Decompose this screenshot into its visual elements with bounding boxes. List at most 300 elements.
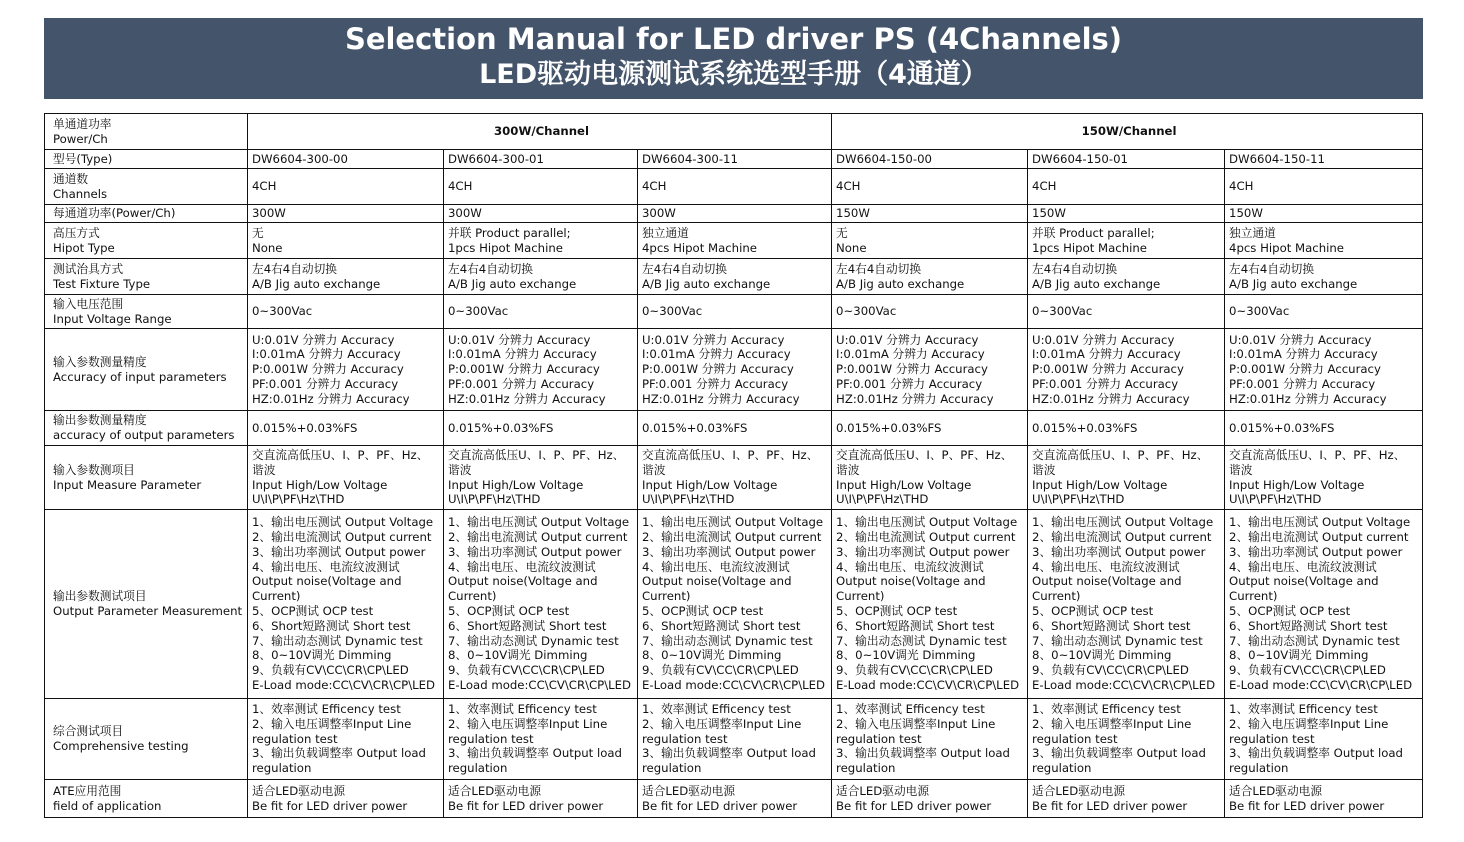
- row-label: [45, 780, 248, 818]
- cell-line: 1pcs Hipot Machine: [1032, 240, 1147, 255]
- cell-line: PF:0.001 分辨力 Accuracy: [252, 376, 399, 391]
- table-cell: [444, 699, 638, 780]
- cell-line: 交直流高低压U、I、P、PF、Hz、: [1032, 447, 1209, 462]
- cell-line: Comprehensive testing: [53, 739, 189, 753]
- cell-line: 2、输出电流测试 Output current: [836, 530, 1016, 545]
- cell-line: 0~300Vac: [836, 304, 897, 319]
- table-cell: [638, 205, 832, 223]
- cell-line: 9、负载有CV\CC\CR\CP\LED: [1032, 663, 1189, 678]
- cell-line: I:0.01mA 分辨力 Accuracy: [448, 347, 597, 362]
- cell-line: 150W: [836, 206, 870, 221]
- cell-line: U:0.01V 分辨力 Accuracy: [836, 332, 979, 347]
- cell-line: 8、0~10V调光 Dimming: [642, 648, 782, 663]
- table-row: [45, 446, 1423, 510]
- cell-line: Current): [1229, 589, 1278, 604]
- cell-line: I:0.01mA 分辨力 Accuracy: [252, 347, 401, 362]
- table-cell: [248, 329, 444, 411]
- cell-line: Output noise(Voltage and: [1229, 574, 1379, 589]
- cell-line: Output noise(Voltage and: [642, 574, 792, 589]
- cell-line: 左4右4自动切换: [642, 261, 727, 276]
- table-cell: [1225, 223, 1423, 259]
- cell-line: 8、0~10V调光 Dimming: [1032, 648, 1172, 663]
- cell-line: 3、输出功率测试 Output power: [1032, 544, 1206, 559]
- cell-line: 0~300Vac: [1229, 304, 1290, 319]
- table-cell: [248, 510, 444, 699]
- cell-line: 3、输出负载调整率 Output load: [252, 746, 426, 761]
- table-cell: [638, 223, 832, 259]
- cell-line: field of application: [53, 798, 162, 813]
- cell-line: 4CH: [448, 179, 473, 194]
- cell-line: 300W: [448, 206, 482, 221]
- group-header: 150W/Channel: [832, 114, 1423, 150]
- table-cell: [638, 446, 832, 510]
- cell-line: 6、Short短路测试 Short test: [836, 618, 995, 633]
- table-cell: [444, 411, 638, 446]
- table-cell: [248, 259, 444, 295]
- cell-line: E-Load mode:CC\CV\CR\CP\LED: [1032, 677, 1216, 692]
- cell-line: 交直流高低压U、I、P、PF、Hz、: [836, 447, 1013, 462]
- cell-line: 2、输出电流测试 Output current: [1032, 530, 1212, 545]
- cell-line: None: [252, 240, 283, 255]
- cell-line: 6、Short短路测试 Short test: [1032, 618, 1191, 633]
- table-cell: [1028, 150, 1225, 169]
- cell-line: 3、输出负载调整率 Output load: [836, 746, 1010, 761]
- cell-line: 6、Short短路测试 Short test: [1229, 618, 1388, 633]
- cell-line: I:0.01mA 分辨力 Accuracy: [1229, 347, 1378, 362]
- cell-line: 并联 Product parallel;: [448, 225, 571, 240]
- table-cell: [444, 295, 638, 329]
- cell-line: 1、输出电压测试 Output Voltage: [1229, 515, 1411, 530]
- cell-line: Be fit for LED driver power: [836, 798, 992, 813]
- table-cell: [638, 780, 832, 818]
- cell-line: 2、输入电压调整率Input Line: [1032, 716, 1192, 731]
- cell-line: 左4右4自动切换: [836, 261, 922, 276]
- cell-line: regulation: [252, 761, 312, 776]
- table-cell: [444, 150, 638, 169]
- cell-line: P:0.001W 分辨力 Accuracy: [836, 362, 988, 377]
- cell-line: 交直流高低压U、I、P、PF、Hz、: [642, 447, 819, 462]
- table-cell: [638, 259, 832, 295]
- cell-line: Input High/Low Voltage: [1032, 477, 1168, 492]
- cell-line: 1、效率测试 Efficency test: [1229, 702, 1378, 716]
- table-cell: [832, 780, 1028, 818]
- cell-line: 4pcs Hipot Machine: [1229, 240, 1344, 255]
- cell-line: Input Measure Parameter: [53, 477, 202, 492]
- cell-line: Current): [836, 589, 885, 604]
- cell-line: 交直流高低压U、I、P、PF、Hz、: [1229, 447, 1406, 462]
- cell-line: Current): [1032, 589, 1081, 604]
- cell-line: Be fit for LED driver power: [1229, 798, 1385, 813]
- table-cell: [1028, 329, 1225, 411]
- cell-line: Input Voltage Range: [53, 311, 172, 326]
- cell-line: 1pcs Hipot Machine: [448, 240, 563, 255]
- selection-table: [44, 113, 1423, 818]
- cell-line: 3、输出负载调整率 Output load: [1032, 746, 1206, 761]
- cell-line: Accuracy of input parameters: [53, 369, 227, 384]
- cell-line: 2、输入电压调整率Input Line: [836, 716, 996, 731]
- cell-line: 谐波: [252, 462, 276, 477]
- cell-line: DW6604-300-01: [448, 151, 544, 166]
- cell-line: 8、0~10V调光 Dimming: [1229, 648, 1369, 663]
- cell-line: 0.015%+0.03%FS: [252, 420, 358, 435]
- cell-line: I:0.01mA 分辨力 Accuracy: [642, 347, 791, 362]
- cell-line: 5、OCP测试 OCP test: [1032, 604, 1154, 618]
- cell-line: 输入参数测量精度: [53, 354, 147, 369]
- cell-line: 9、负载有CV\CC\CR\CP\LED: [642, 663, 799, 678]
- table-cell: [1225, 169, 1423, 205]
- table-cell: [832, 259, 1028, 295]
- cell-line: 9、负载有CV\CC\CR\CP\LED: [836, 663, 993, 678]
- cell-line: 2、输入电压调整率Input Line: [252, 716, 412, 731]
- cell-line: HZ:0.01Hz 分辨力 Accuracy: [252, 391, 410, 406]
- table-cell: [1225, 150, 1423, 169]
- cell-line: 无: [252, 225, 264, 240]
- cell-line: 0.015%+0.03%FS: [836, 420, 942, 435]
- cell-line: 5、OCP测试 OCP test: [252, 604, 374, 618]
- cell-line: 7、输出动态测试 Dynamic test: [252, 633, 423, 648]
- row-label: [45, 295, 248, 329]
- cell-line: None: [836, 240, 867, 255]
- cell-line: 4、输出电压、电流纹波测试: [448, 559, 596, 574]
- table-cell: [832, 169, 1028, 205]
- cell-line: 4pcs Hipot Machine: [642, 240, 757, 255]
- cell-line: 通道数: [53, 171, 89, 186]
- cell-line: P:0.001W 分辨力 Accuracy: [448, 362, 600, 377]
- table-cell: [1028, 780, 1225, 818]
- cell-line: 交直流高低压U、I、P、PF、Hz、: [252, 447, 429, 462]
- row-label: [45, 699, 248, 780]
- cell-line: A/B Jig auto exchange: [252, 276, 381, 291]
- cell-line: E-Load mode:CC\CV\CR\CP\LED: [1229, 677, 1413, 692]
- table-cell: [832, 699, 1028, 780]
- row-label: [45, 259, 248, 295]
- cell-line: 谐波: [836, 462, 860, 477]
- cell-line: Channels: [53, 186, 108, 201]
- table-cell: [1225, 699, 1423, 780]
- cell-line: U\I\P\PF\Hz\THD: [642, 492, 735, 507]
- cell-line: 谐波: [448, 462, 472, 477]
- table-cell: [1028, 510, 1225, 699]
- table-cell: [1225, 780, 1423, 818]
- table-cell: [248, 169, 444, 205]
- cell-line: Current): [642, 589, 691, 604]
- table-cell: [1225, 295, 1423, 329]
- cell-line: Hipot Type: [53, 240, 115, 255]
- cell-line: U\I\P\PF\Hz\THD: [1032, 492, 1125, 507]
- cell-line: Be fit for LED driver power: [1032, 798, 1188, 813]
- table-cell: [1028, 259, 1225, 295]
- cell-line: E-Load mode:CC\CV\CR\CP\LED: [448, 677, 632, 692]
- table-cell: [248, 699, 444, 780]
- cell-line: P:0.001W 分辨力 Accuracy: [642, 362, 794, 377]
- cell-line: 输出参数测试项目: [53, 589, 147, 604]
- table-row: [45, 205, 1423, 223]
- cell-line: 2、输出电流测试 Output current: [252, 530, 432, 545]
- cell-line: 适合LED驱动电源: [1229, 783, 1323, 798]
- row-label: [45, 205, 248, 223]
- cell-line: regulation test: [448, 731, 534, 746]
- cell-line: PF:0.001 分辨力 Accuracy: [1032, 376, 1179, 391]
- cell-line: HZ:0.01Hz 分辨力 Accuracy: [1032, 391, 1190, 406]
- cell-line: 谐波: [642, 462, 666, 477]
- cell-line: PF:0.001 分辨力 Accuracy: [836, 376, 983, 391]
- cell-line: 0.015%+0.03%FS: [448, 420, 554, 435]
- row-label: [45, 150, 248, 169]
- title-english: Selection Manual for LED driver PS (4Channels): [344, 22, 1123, 56]
- cell-line: P:0.001W 分辨力 Accuracy: [252, 362, 404, 377]
- cell-line: 谐波: [1229, 462, 1253, 477]
- table-cell: [832, 510, 1028, 699]
- cell-line: Input High/Low Voltage: [448, 477, 584, 492]
- table-cell: [444, 446, 638, 510]
- table-cell: [1225, 411, 1423, 446]
- cell-line: I:0.01mA 分辨力 Accuracy: [1032, 347, 1181, 362]
- cell-line: Be fit for LED driver power: [642, 798, 798, 813]
- cell-line: HZ:0.01Hz 分辨力 Accuracy: [836, 391, 994, 406]
- cell-line: 4CH: [1032, 179, 1057, 194]
- cell-line: P:0.001W 分辨力 Accuracy: [1032, 362, 1184, 377]
- cell-line: Input High/Low Voltage: [836, 477, 972, 492]
- cell-line: 2、输入电压调整率Input Line: [448, 716, 608, 731]
- cell-line: 0.015%+0.03%FS: [1229, 420, 1335, 435]
- cell-line: PF:0.001 分辨力 Accuracy: [1229, 376, 1376, 391]
- cell-line: 300W: [642, 206, 676, 221]
- cell-line: 9、负载有CV\CC\CR\CP\LED: [252, 663, 409, 678]
- cell-line: 5、OCP测试 OCP test: [1229, 604, 1351, 618]
- cell-line: Be fit for LED driver power: [252, 798, 408, 813]
- cell-line: 左4右4自动切换: [1229, 261, 1315, 276]
- cell-line: I:0.01mA 分辨力 Accuracy: [836, 347, 985, 362]
- table-cell: [444, 259, 638, 295]
- cell-line: 2、输入电压调整率Input Line: [642, 716, 802, 731]
- table-cell: [1028, 411, 1225, 446]
- cell-line: 独立通道: [642, 225, 689, 240]
- cell-line: 1、效率测试 Efficency test: [448, 702, 597, 716]
- table-cell: [444, 169, 638, 205]
- cell-line: 4、输出电压、电流纹波测试: [1229, 559, 1377, 574]
- cell-line: 2、输入电压调整率Input Line: [1229, 716, 1389, 731]
- cell-line: 3、输出功率测试 Output power: [836, 544, 1010, 559]
- cell-line: A/B Jig auto exchange: [1032, 276, 1161, 291]
- cell-line: DW6604-150-11: [1229, 151, 1325, 166]
- cell-line: U:0.01V 分辨力 Accuracy: [1229, 332, 1372, 347]
- cell-line: A/B Jig auto exchange: [836, 276, 965, 291]
- cell-line: 8、0~10V调光 Dimming: [252, 648, 392, 663]
- cell-line: 1、输出电压测试 Output Voltage: [642, 515, 824, 530]
- cell-line: 7、输出动态测试 Dynamic test: [1229, 633, 1400, 648]
- cell-line: 1、输出电压测试 Output Voltage: [448, 515, 630, 530]
- cell-line: 适合LED驱动电源: [1032, 783, 1126, 798]
- cell-line: 3、输出负载调整率 Output load: [448, 746, 622, 761]
- cell-line: 0~300Vac: [1032, 304, 1093, 319]
- cell-line: 综合测试项目: [53, 724, 124, 739]
- cell-line: 3、输出功率测试 Output power: [448, 544, 622, 559]
- cell-line: 0~300Vac: [448, 304, 509, 319]
- cell-line: U\I\P\PF\Hz\THD: [252, 492, 345, 507]
- table-cell: [1225, 446, 1423, 510]
- cell-line: 3、输出负载调整率 Output load: [642, 746, 816, 761]
- cell-line: DW6604-150-00: [836, 151, 932, 166]
- table-cell: [638, 295, 832, 329]
- cell-line: 测试治具方式: [53, 261, 124, 276]
- cell-line: HZ:0.01Hz 分辨力 Accuracy: [448, 391, 606, 406]
- table-row: [45, 510, 1423, 699]
- cell-line: 3、输出功率测试 Output power: [1229, 544, 1403, 559]
- cell-line: 7、输出动态测试 Dynamic test: [836, 633, 1007, 648]
- cell-line: 5、OCP测试 OCP test: [448, 604, 570, 618]
- cell-line: PF:0.001 分辨力 Accuracy: [448, 376, 595, 391]
- cell-line: regulation test: [836, 731, 922, 746]
- table-cell: [832, 295, 1028, 329]
- cell-line: P:0.001W 分辨力 Accuracy: [1229, 362, 1381, 377]
- cell-line: 1、效率测试 Efficency test: [836, 702, 985, 716]
- cell-line: Input High/Low Voltage: [252, 477, 388, 492]
- cell-line: U\I\P\PF\Hz\THD: [1229, 492, 1322, 507]
- cell-line: regulation test: [1229, 731, 1315, 746]
- table-cell: [444, 780, 638, 818]
- cell-line: 左4右4自动切换: [448, 261, 533, 276]
- table-cell: [832, 205, 1028, 223]
- table-cell: [248, 295, 444, 329]
- cell-line: Output Parameter Measurement: [53, 604, 243, 618]
- table-cell: [1028, 699, 1225, 780]
- cell-line: Output noise(Voltage and: [836, 574, 986, 589]
- cell-line: 输出参数测量精度: [53, 413, 147, 428]
- cell-line: 5、OCP测试 OCP test: [642, 604, 764, 618]
- cell-line: 1、效率测试 Efficency test: [1032, 702, 1181, 716]
- cell-line: 输入参数测项目: [53, 462, 135, 477]
- cell-line: ATE应用范围: [53, 783, 122, 798]
- cell-line: 6、Short短路测试 Short test: [642, 618, 801, 633]
- cell-line: 1、输出电压测试 Output Voltage: [1032, 515, 1214, 530]
- table-cell: [832, 329, 1028, 411]
- cell-line: 2、输出电流测试 Output current: [1229, 530, 1409, 545]
- row-label: [45, 411, 248, 446]
- row-label: [45, 446, 248, 510]
- table-cell: [638, 169, 832, 205]
- cell-line: accuracy of output parameters: [53, 428, 235, 442]
- cell-line: DW6604-300-11: [642, 151, 738, 166]
- cell-line: Output noise(Voltage and: [448, 574, 598, 589]
- cell-line: 适合LED驱动电源: [252, 783, 346, 798]
- cell-line: 8、0~10V调光 Dimming: [836, 648, 976, 663]
- table-cell: [638, 150, 832, 169]
- table-row: [45, 699, 1423, 780]
- cell-line: 单通道功率: [53, 116, 112, 131]
- cell-line: 3、输出负载调整率 Output load: [1229, 746, 1403, 761]
- row-label: [45, 223, 248, 259]
- cell-line: Test Fixture Type: [53, 276, 151, 291]
- table-cell: [1225, 329, 1423, 411]
- cell-line: regulation: [836, 761, 896, 776]
- table-cell: [832, 446, 1028, 510]
- cell-line: 8、0~10V调光 Dimming: [448, 648, 588, 663]
- table-cell: [832, 223, 1028, 259]
- cell-line: 高压方式: [53, 225, 100, 240]
- table-cell: [1225, 510, 1423, 699]
- cell-line: 4CH: [1229, 179, 1254, 194]
- row-label: [45, 510, 248, 699]
- table-cell: [638, 411, 832, 446]
- table-cell: [1028, 169, 1225, 205]
- table-row: [45, 223, 1423, 259]
- cell-line: Power/Ch: [53, 131, 108, 146]
- table-row: [45, 411, 1423, 446]
- table-cell: [638, 329, 832, 411]
- cell-line: regulation test: [1032, 731, 1118, 746]
- cell-line: 独立通道: [1229, 225, 1276, 240]
- cell-line: regulation: [642, 761, 702, 776]
- cell-line: U:0.01V 分辨力 Accuracy: [642, 332, 785, 347]
- cell-line: regulation: [1229, 761, 1289, 776]
- cell-line: DW6604-150-01: [1032, 151, 1128, 166]
- cell-line: 每通道功率(Power/Ch): [53, 206, 176, 221]
- row-label: [45, 169, 248, 205]
- cell-line: 4CH: [252, 179, 277, 194]
- cell-line: U:0.01V 分辨力 Accuracy: [252, 332, 395, 347]
- cell-line: 无: [836, 225, 848, 240]
- table-cell: [1028, 295, 1225, 329]
- table-cell: [1225, 259, 1423, 295]
- table-cell: [1225, 205, 1423, 223]
- cell-line: E-Load mode:CC\CV\CR\CP\LED: [252, 677, 436, 692]
- cell-line: Be fit for LED driver power: [448, 798, 604, 813]
- cell-line: E-Load mode:CC\CV\CR\CP\LED: [836, 677, 1020, 692]
- cell-line: 4、输出电压、电流纹波测试: [642, 559, 790, 574]
- table-row: [45, 329, 1423, 411]
- row-label: [45, 329, 248, 411]
- cell-line: 4、输出电压、电流纹波测试: [1032, 559, 1180, 574]
- cell-line: 左4右4自动切换: [1032, 261, 1118, 276]
- cell-line: 2、输出电流测试 Output current: [448, 530, 628, 545]
- cell-line: 1、输出电压测试 Output Voltage: [252, 515, 434, 530]
- cell-line: Output noise(Voltage and: [1032, 574, 1182, 589]
- table-cell: [248, 150, 444, 169]
- row-label: [45, 114, 248, 150]
- table-cell: [248, 780, 444, 818]
- cell-line: 7、输出动态测试 Dynamic test: [448, 633, 619, 648]
- cell-line: HZ:0.01Hz 分辨力 Accuracy: [1229, 391, 1387, 406]
- cell-line: 4CH: [836, 179, 861, 194]
- table-cell: [248, 446, 444, 510]
- cell-line: regulation test: [642, 731, 728, 746]
- cell-line: 0.015%+0.03%FS: [642, 420, 748, 435]
- cell-line: regulation: [448, 761, 508, 776]
- table-cell: [444, 223, 638, 259]
- cell-line: 1、效率测试 Efficency test: [642, 702, 791, 716]
- table-cell: [444, 510, 638, 699]
- title-banner: [44, 18, 1423, 99]
- cell-line: 并联 Product parallel;: [1032, 225, 1155, 240]
- cell-line: 4CH: [642, 179, 667, 194]
- table-row: [45, 259, 1423, 295]
- table-row: [45, 169, 1423, 205]
- cell-line: 适合LED驱动电源: [836, 783, 930, 798]
- cell-line: 7、输出动态测试 Dynamic test: [1032, 633, 1203, 648]
- cell-line: 150W: [1229, 206, 1263, 221]
- cell-line: 适合LED驱动电源: [642, 783, 736, 798]
- table-cell: [1028, 205, 1225, 223]
- cell-line: U\I\P\PF\Hz\THD: [448, 492, 541, 507]
- table-cell: [444, 205, 638, 223]
- table-row: [45, 150, 1423, 169]
- cell-line: 0.015%+0.03%FS: [1032, 420, 1138, 435]
- cell-line: 适合LED驱动电源: [448, 783, 542, 798]
- cell-line: Current): [252, 589, 301, 604]
- cell-line: A/B Jig auto exchange: [642, 276, 771, 291]
- cell-line: 0~300Vac: [252, 304, 313, 319]
- table-cell: [1028, 223, 1225, 259]
